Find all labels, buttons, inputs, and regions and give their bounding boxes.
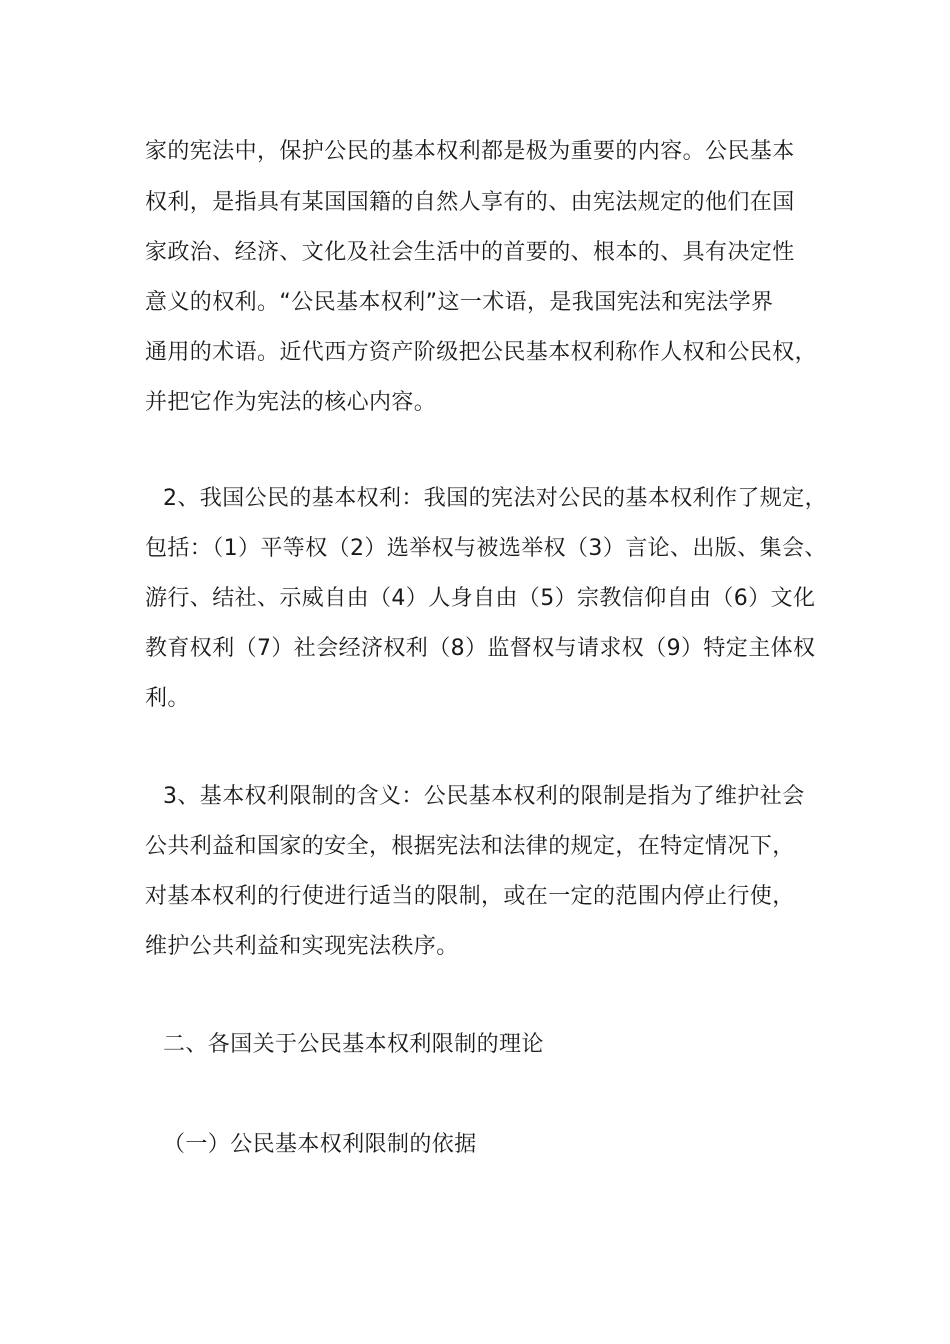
paragraph-3-line: 维护公共利益和实现宪法秩序。 [145, 934, 459, 959]
paragraph-3-line: 3、基本权利限制的含义：公民基本权利的限制是指为了维护社会 [163, 784, 805, 809]
paragraph-3-line: 对基本权利的行使进行适当的限制，或在一定的范围内停止行使， [145, 884, 795, 909]
paragraph-1-line: 家政治、经济、文化及社会生活中的首要的、根本的、具有决定性 [145, 240, 795, 265]
paragraph-1-line: 意义的权利。“公民基本权利”这一术语，是我国宪法和宪法学界 [145, 290, 774, 315]
paragraph-2-line: 游行、结社、示威自由（4）人身自由（5）宗教信仰自由（6）文化 [145, 586, 816, 611]
paragraph-3-line: 公共利益和国家的安全，根据宪法和法律的规定，在特定情况下， [145, 834, 795, 859]
paragraph-2-line: 利。 [145, 686, 190, 711]
section-heading: 二、各国关于公民基本权利限制的理论 [163, 1032, 544, 1057]
paragraph-1-line: 权利，是指具有某国国籍的自然人享有的、由宪法规定的他们在国 [145, 190, 795, 215]
paragraph-1-line: 并把它作为宪法的核心内容。 [145, 390, 437, 415]
subsection-heading: （一）公民基本权利限制的依据 [163, 1132, 477, 1157]
paragraph-1-line: 通用的术语。近代西方资产阶级把公民基本权利称作人权和公民权， [145, 340, 818, 365]
paragraph-2-line: 2、我国公民的基本权利：我国的宪法对公民的基本权利作了规定， [163, 486, 827, 511]
paragraph-2-line: 包括：（1）平等权（2）选举权与被选举权（3）言论、出版、集会、 [145, 536, 827, 561]
paragraph-1-line: 家的宪法中，保护公民的基本权利都是极为重要的内容。公民基本 [145, 139, 795, 164]
paragraph-2-line: 教育权利（7）社会经济权利（8）监督权与请求权（9）特定主体权 [145, 636, 816, 661]
